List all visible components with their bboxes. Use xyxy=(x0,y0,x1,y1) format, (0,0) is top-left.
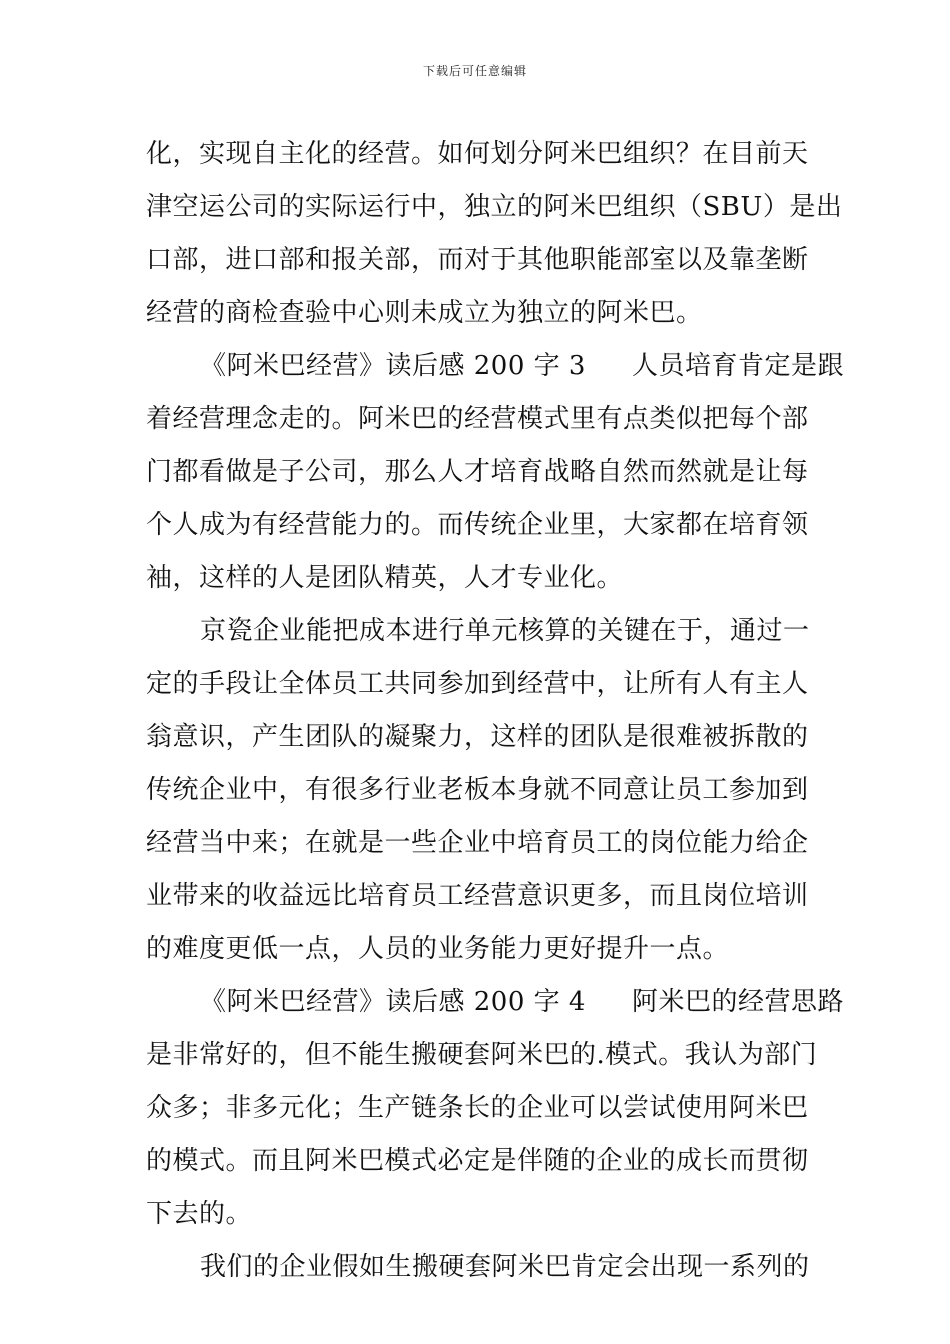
section-heading-line xyxy=(146,976,844,1029)
text-line: 业带来的收益远比培育员工经营意识更多，而且岗位培训 xyxy=(146,881,809,911)
text-line: 翁意识，产生团队的凝聚力，这样的团队是很难被拆散的 xyxy=(146,722,809,752)
text-line: 口部，进口部和报关部，而对于其他职能部室以及靠垄断 xyxy=(146,245,809,275)
text-line: 定的手段让全体员工共同参加到经营中，让所有人有主人 xyxy=(146,669,809,699)
text-line: 门都看做是子公司，那么人才培育战略自然而然就是让每 xyxy=(146,457,809,487)
text-line: 是非常好的，但不能生搬硬套阿米巴的.模式。我认为部门 xyxy=(146,1040,818,1070)
text-line: 津空运公司的实际运行中，独立的阿米巴组织（SBU）是出 xyxy=(146,192,843,222)
text-line: 的模式。而且阿米巴模式必定是伴随的企业的成长而贯彻 xyxy=(146,1146,809,1176)
text-line: 的难度更低一点，人员的业务能力更好提升一点。 xyxy=(146,934,730,964)
text-span: 阿米巴的经营思路 xyxy=(631,987,844,1017)
text-line: 京瓷企业能把成本进行单元核算的关键在于，通过一 xyxy=(200,616,810,646)
text-line: 传统企业中，有很多行业老板本身就不同意让员工参加到 xyxy=(146,775,809,805)
text-line: 袖，这样的人是团队精英，人才专业化。 xyxy=(146,563,624,593)
text-line: 化，实现自主化的经营。如何划分阿米巴组织？在目前天 xyxy=(146,139,809,169)
text-line: 众多；非多元化；生产链条长的企业可以尝试使用阿米巴 xyxy=(146,1093,809,1123)
text-line: 我们的企业假如生搬硬套阿米巴肯定会出现一系列的 xyxy=(200,1252,810,1282)
section-heading-line xyxy=(146,340,844,393)
document-body xyxy=(146,128,844,1294)
page-header: 下载后可任意编辑 xyxy=(422,64,527,78)
text-line: 着经营理念走的。阿米巴的经营模式里有点类似把每个部 xyxy=(146,404,809,434)
section-heading: 《阿米巴经营》读后感 200 字 4 xyxy=(200,987,586,1017)
section-heading: 《阿米巴经营》读后感 200 字 3 xyxy=(200,351,586,381)
text-line: 经营当中来；在就是一些企业中培育员工的岗位能力给企 xyxy=(146,828,809,858)
text-span: 人员培育肯定是跟 xyxy=(631,351,844,381)
text-line: 个人成为有经营能力的。而传统企业里，大家都在培育领 xyxy=(146,510,809,540)
text-line: 经营的商检查验中心则未成立为独立的阿米巴。 xyxy=(146,298,703,328)
text-line: 下去的。 xyxy=(146,1199,253,1229)
